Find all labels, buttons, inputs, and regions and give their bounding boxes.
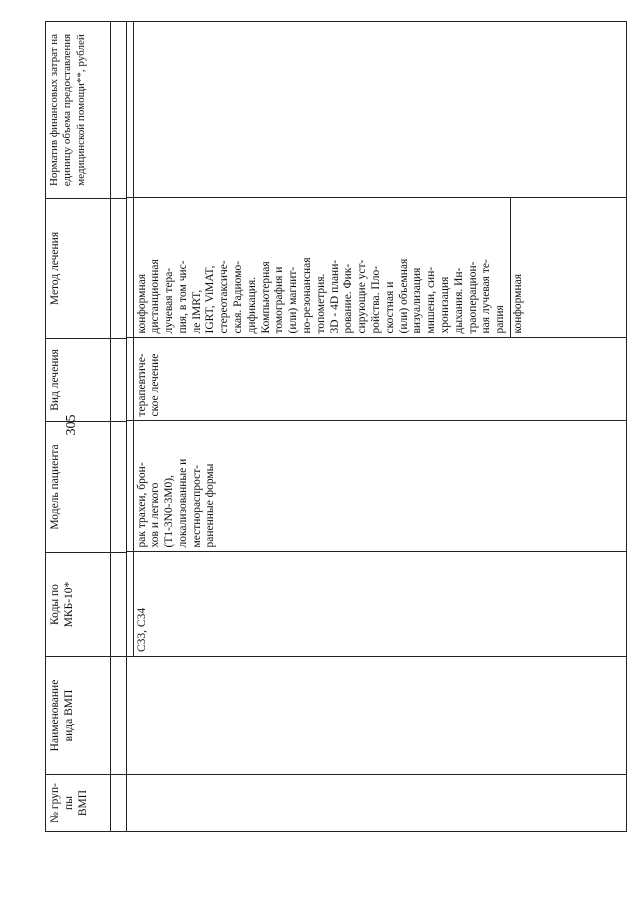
icd-codes-cell: С33, С34	[133, 552, 626, 656]
norm-cell	[133, 21, 626, 198]
header-treatment-type: Вид лечения	[46, 339, 111, 422]
spacer-cell	[111, 422, 127, 553]
spacer-cell	[111, 339, 127, 422]
rotated-table-wrapper	[45, 22, 627, 832]
page-number: 305	[64, 414, 79, 436]
table-row	[133, 21, 626, 656]
method-next-text: конформная	[510, 199, 527, 338]
treatment-block	[127, 22, 627, 657]
spacer-cell	[111, 775, 127, 832]
spacer-cell	[111, 553, 127, 657]
header-vmp-name: Наименование вида ВМП	[46, 657, 111, 775]
header-icd-codes: Коды по МКБ-10*	[46, 553, 111, 657]
inner-table	[127, 21, 626, 656]
treatment-type-cell: терапевтиче- ское лечение	[133, 338, 626, 421]
spacer-cell	[111, 657, 127, 775]
spacer-cell	[111, 199, 127, 339]
header-patient-model: Модель пациента	[46, 422, 111, 553]
header-group-number: № груп- пы ВМП	[46, 775, 111, 832]
vmp-table	[45, 21, 627, 832]
header-norm: Норматив финансовых затрат на единицу объема предоставления медицинской помощи**, рублей	[46, 22, 111, 199]
header-row	[46, 22, 111, 832]
patient-model-cell: рак трахеи, брон- хов и легкого (T1-3N0-3M0), локализованные и местнораспрост- раненные формы	[133, 421, 626, 552]
header-treatment-method: Метод лечения	[46, 199, 111, 339]
method-text: конформная дистанционная лучевая тера- пия, в том чис- ле IMRT, IGRT, ViMAT, стереотаксиче- ская. Радиомо- дификация. Компьютерная томография и (или) магнит- но-резонансная топометрия. 3D - 4D плани- рование. Фик- сирующие уст- ройства. Пло- скостная и (или) объемная визуализация мишени, син- хронизация дыхания. Ин- траоперацион- ная лучевая те- рапия	[135, 257, 507, 334]
treatment-method-cell	[133, 198, 626, 338]
vmp-name-cell	[127, 657, 627, 775]
spacer-row	[111, 22, 127, 832]
spacer-cell	[111, 22, 127, 199]
group-number-cell	[127, 775, 627, 832]
table-row	[127, 22, 627, 832]
